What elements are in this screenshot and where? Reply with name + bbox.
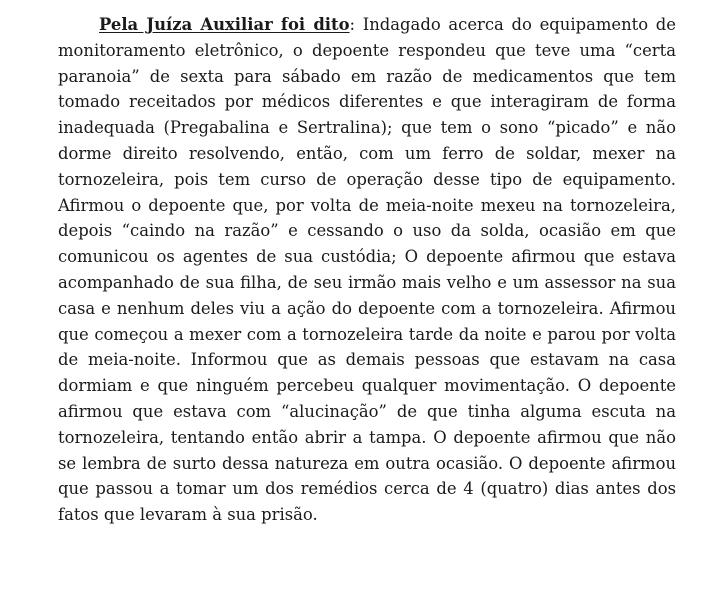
speaker-label: Pela Juíza Auxiliar foi dito	[99, 15, 350, 34]
document-page	[58, 12, 676, 528]
testimony-body: Indagado acerca do equipamento de monitoramento eletrônico, o depoente respondeu que teve uma “certa paranoia” de sexta para sábado em razão de medicamentos que tem tomado receitados por médicos diferentes e que interagiram de forma inadequada (Pregabalina e Sertralina); que tem o sono “picado” e não dorme direito resolvendo, então, com um ferro de soldar, mexer na tornozeleira, pois tem curso de operação desse tipo de equipamento. Afirmou o depoente que, por volta de meia-noite mexeu na tornozeleira, depois “caindo na razão” e cessando o uso da solda, ocasião em que comunicou os agentes de sua custódia; O depoente afirmou que estava acompanhado de sua filha, de seu irmão mais velho e um assessor na sua casa e nenhum deles viu a ação do depoente com a tornozeleira. Afirmou que começou a mexer com a tornozeleira tarde da noite e parou por volta de meia-noite. Informou que as demais pessoas que estavam na casa dormiam e que ninguém percebeu qualquer movimentação. O depoente afirmou que estava com “alucinação” de que tinha alguma escuta na tornozeleira, tentando então abrir a tampa. O depoente afirmou que não se lembra de surto dessa natureza em outra ocasião. O depoente afirmou que passou a tomar um dos remédios cerca de 4 (quatro) dias antes dos fatos que levaram à sua prisão.	[58, 15, 676, 525]
testimony-paragraph	[58, 12, 676, 528]
speaker-separator: :	[349, 15, 363, 34]
